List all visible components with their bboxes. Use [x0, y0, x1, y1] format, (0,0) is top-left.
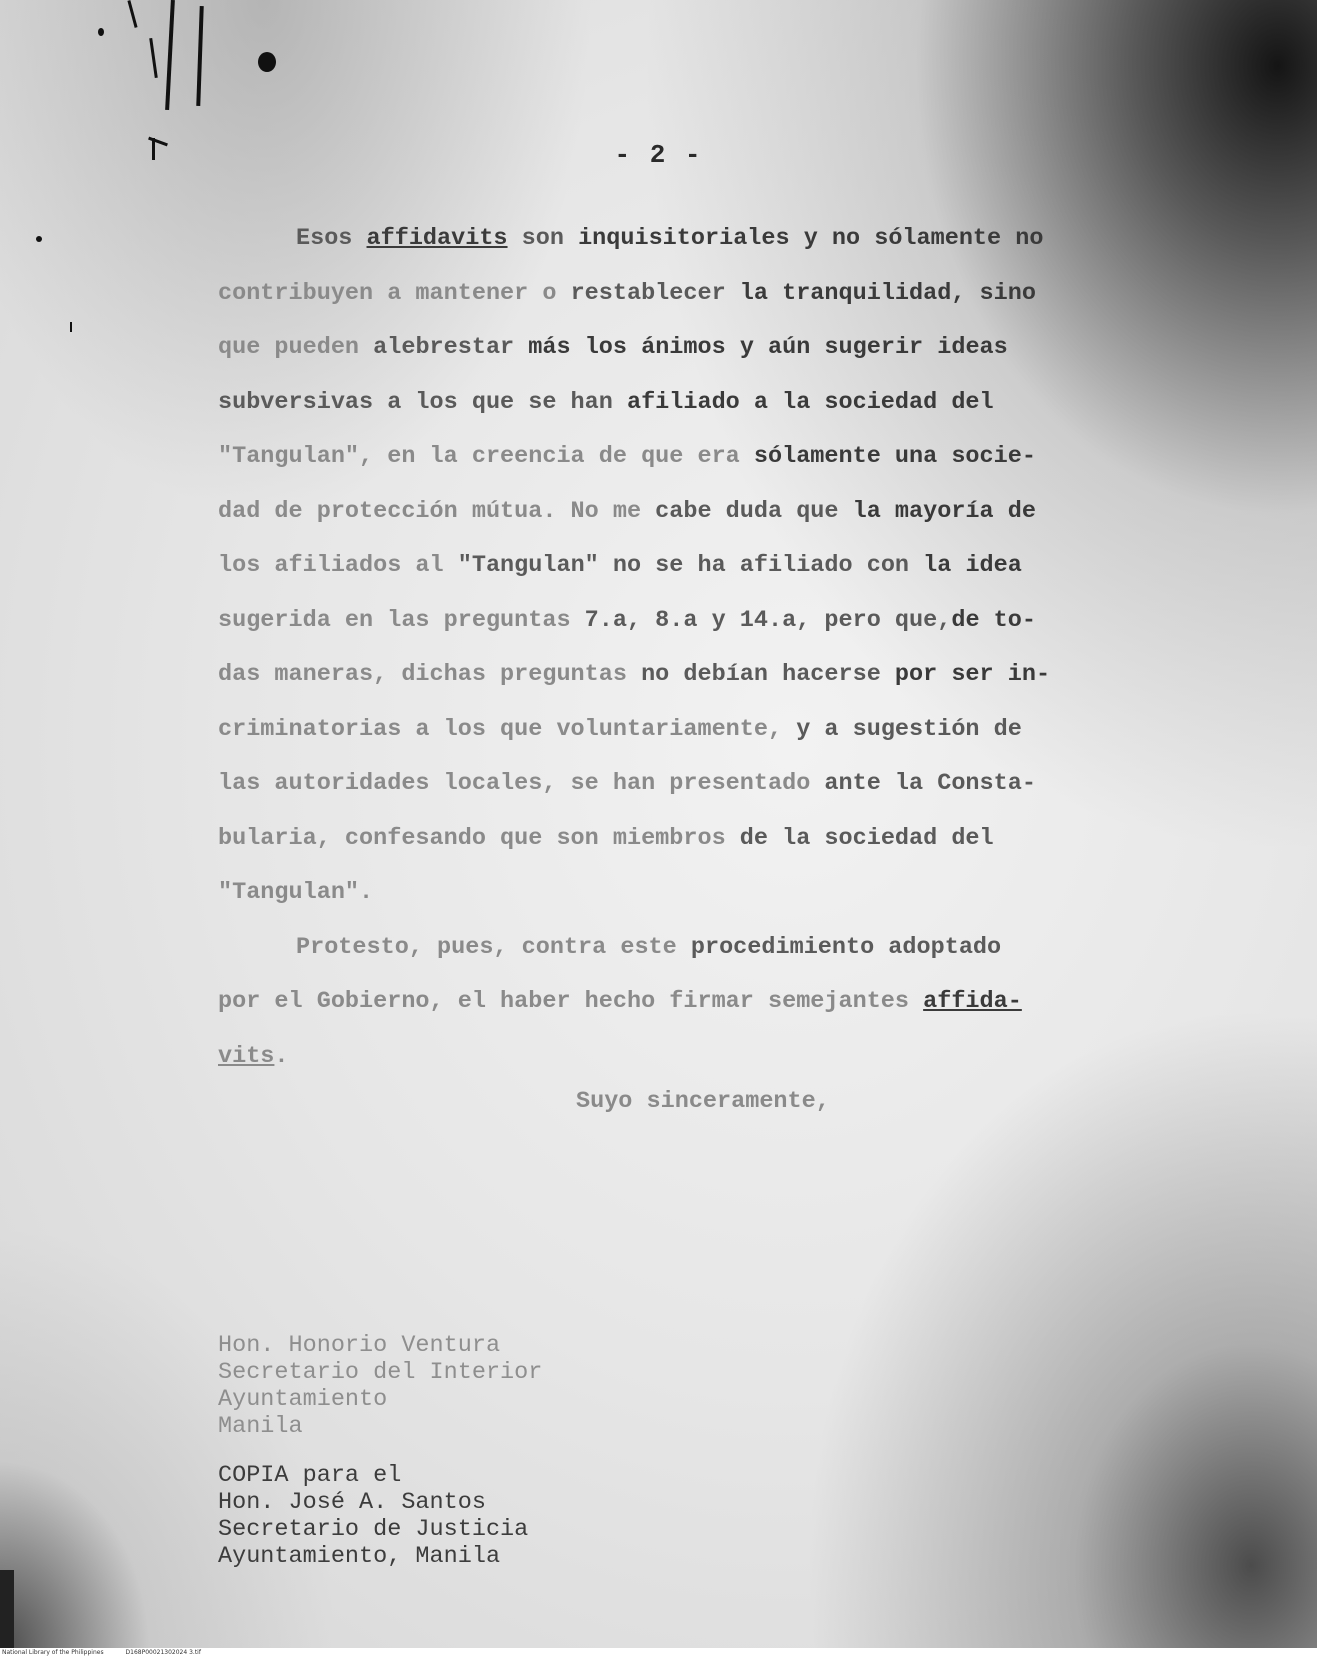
footer-file: D168P00021302024 3.tif [125, 1649, 201, 1656]
paragraph-line: sugerida en las preguntas 7.a, 8.a y 14.a, pero que,de to- [218, 606, 1036, 634]
page-number: - 2 - [614, 140, 703, 170]
scan-artifact [165, 0, 175, 110]
copy-to-line: COPIA para el [218, 1462, 402, 1489]
paragraph-line: bularia, confesando que son miembros de la sociedad del [218, 824, 994, 852]
paragraph-line: contribuyen a mantener o restablecer la tranquilidad, sino [218, 279, 1036, 307]
scan-artifact [0, 1570, 14, 1648]
copy-to-line: Hon. José A. Santos [218, 1489, 486, 1516]
copy-to-block [218, 1462, 528, 1570]
ink-blot [98, 28, 104, 36]
footer-source: National Library of the Philippines [2, 1649, 104, 1656]
paragraph-line: criminatorias a los que voluntariamente, y a sugestión de [218, 715, 1022, 743]
scan-artifact [70, 322, 72, 332]
paragraph-line: das maneras, dichas preguntas no debían hacerse por ser in- [218, 661, 1051, 688]
paragraph-line: "Tangulan", en la creencia de que era sólamente una socie- [218, 443, 1036, 470]
addressee-line: Manila [218, 1413, 303, 1440]
paragraph-line: los afiliados al "Tangulan" no se ha afiliado con la idea [218, 552, 1022, 579]
ink-blot [258, 52, 276, 72]
scan-artifact [127, 0, 137, 28]
paragraph-line: que pueden alebrestar más los ánimos y aún sugerir ideas [218, 334, 1008, 361]
scan-footer [0, 1648, 1317, 1658]
scan-artifact [196, 6, 203, 106]
scan-artifact [149, 38, 158, 78]
copy-to-line: Secretario de Justicia [218, 1516, 529, 1543]
paragraph-line: subversivas a los que se han afiliado a la sociedad del [218, 388, 994, 416]
addressee-line: Secretario del Interior [218, 1359, 543, 1386]
paragraph-line: Esos affidavits son inquisitoriales y no sólamente no [296, 225, 1044, 252]
paragraph-line: "Tangulan". [218, 879, 374, 906]
addressee-block [218, 1332, 542, 1440]
paragraph-line: las autoridades locales, se han presentado ante la Consta- [218, 770, 1036, 797]
letter-body [218, 212, 1178, 1084]
addressee-line: Hon. Honorio Ventura [218, 1332, 501, 1359]
paragraph-line: vits. [218, 1042, 289, 1070]
ink-blot [36, 236, 42, 242]
paragraph-line: Protesto, pues, contra este procedimiento adoptado [296, 933, 1002, 961]
paragraph-line: dad de protección mútua. No me cabe duda que la mayoría de [218, 497, 1036, 525]
copy-to-line: Ayuntamiento, Manila [218, 1543, 501, 1570]
closing-salutation: Suyo sinceramente, [576, 1088, 830, 1115]
addressee-line: Ayuntamiento [218, 1386, 388, 1413]
paragraph-line: por el Gobierno, el haber hecho firmar semejantes affida- [218, 988, 1022, 1015]
